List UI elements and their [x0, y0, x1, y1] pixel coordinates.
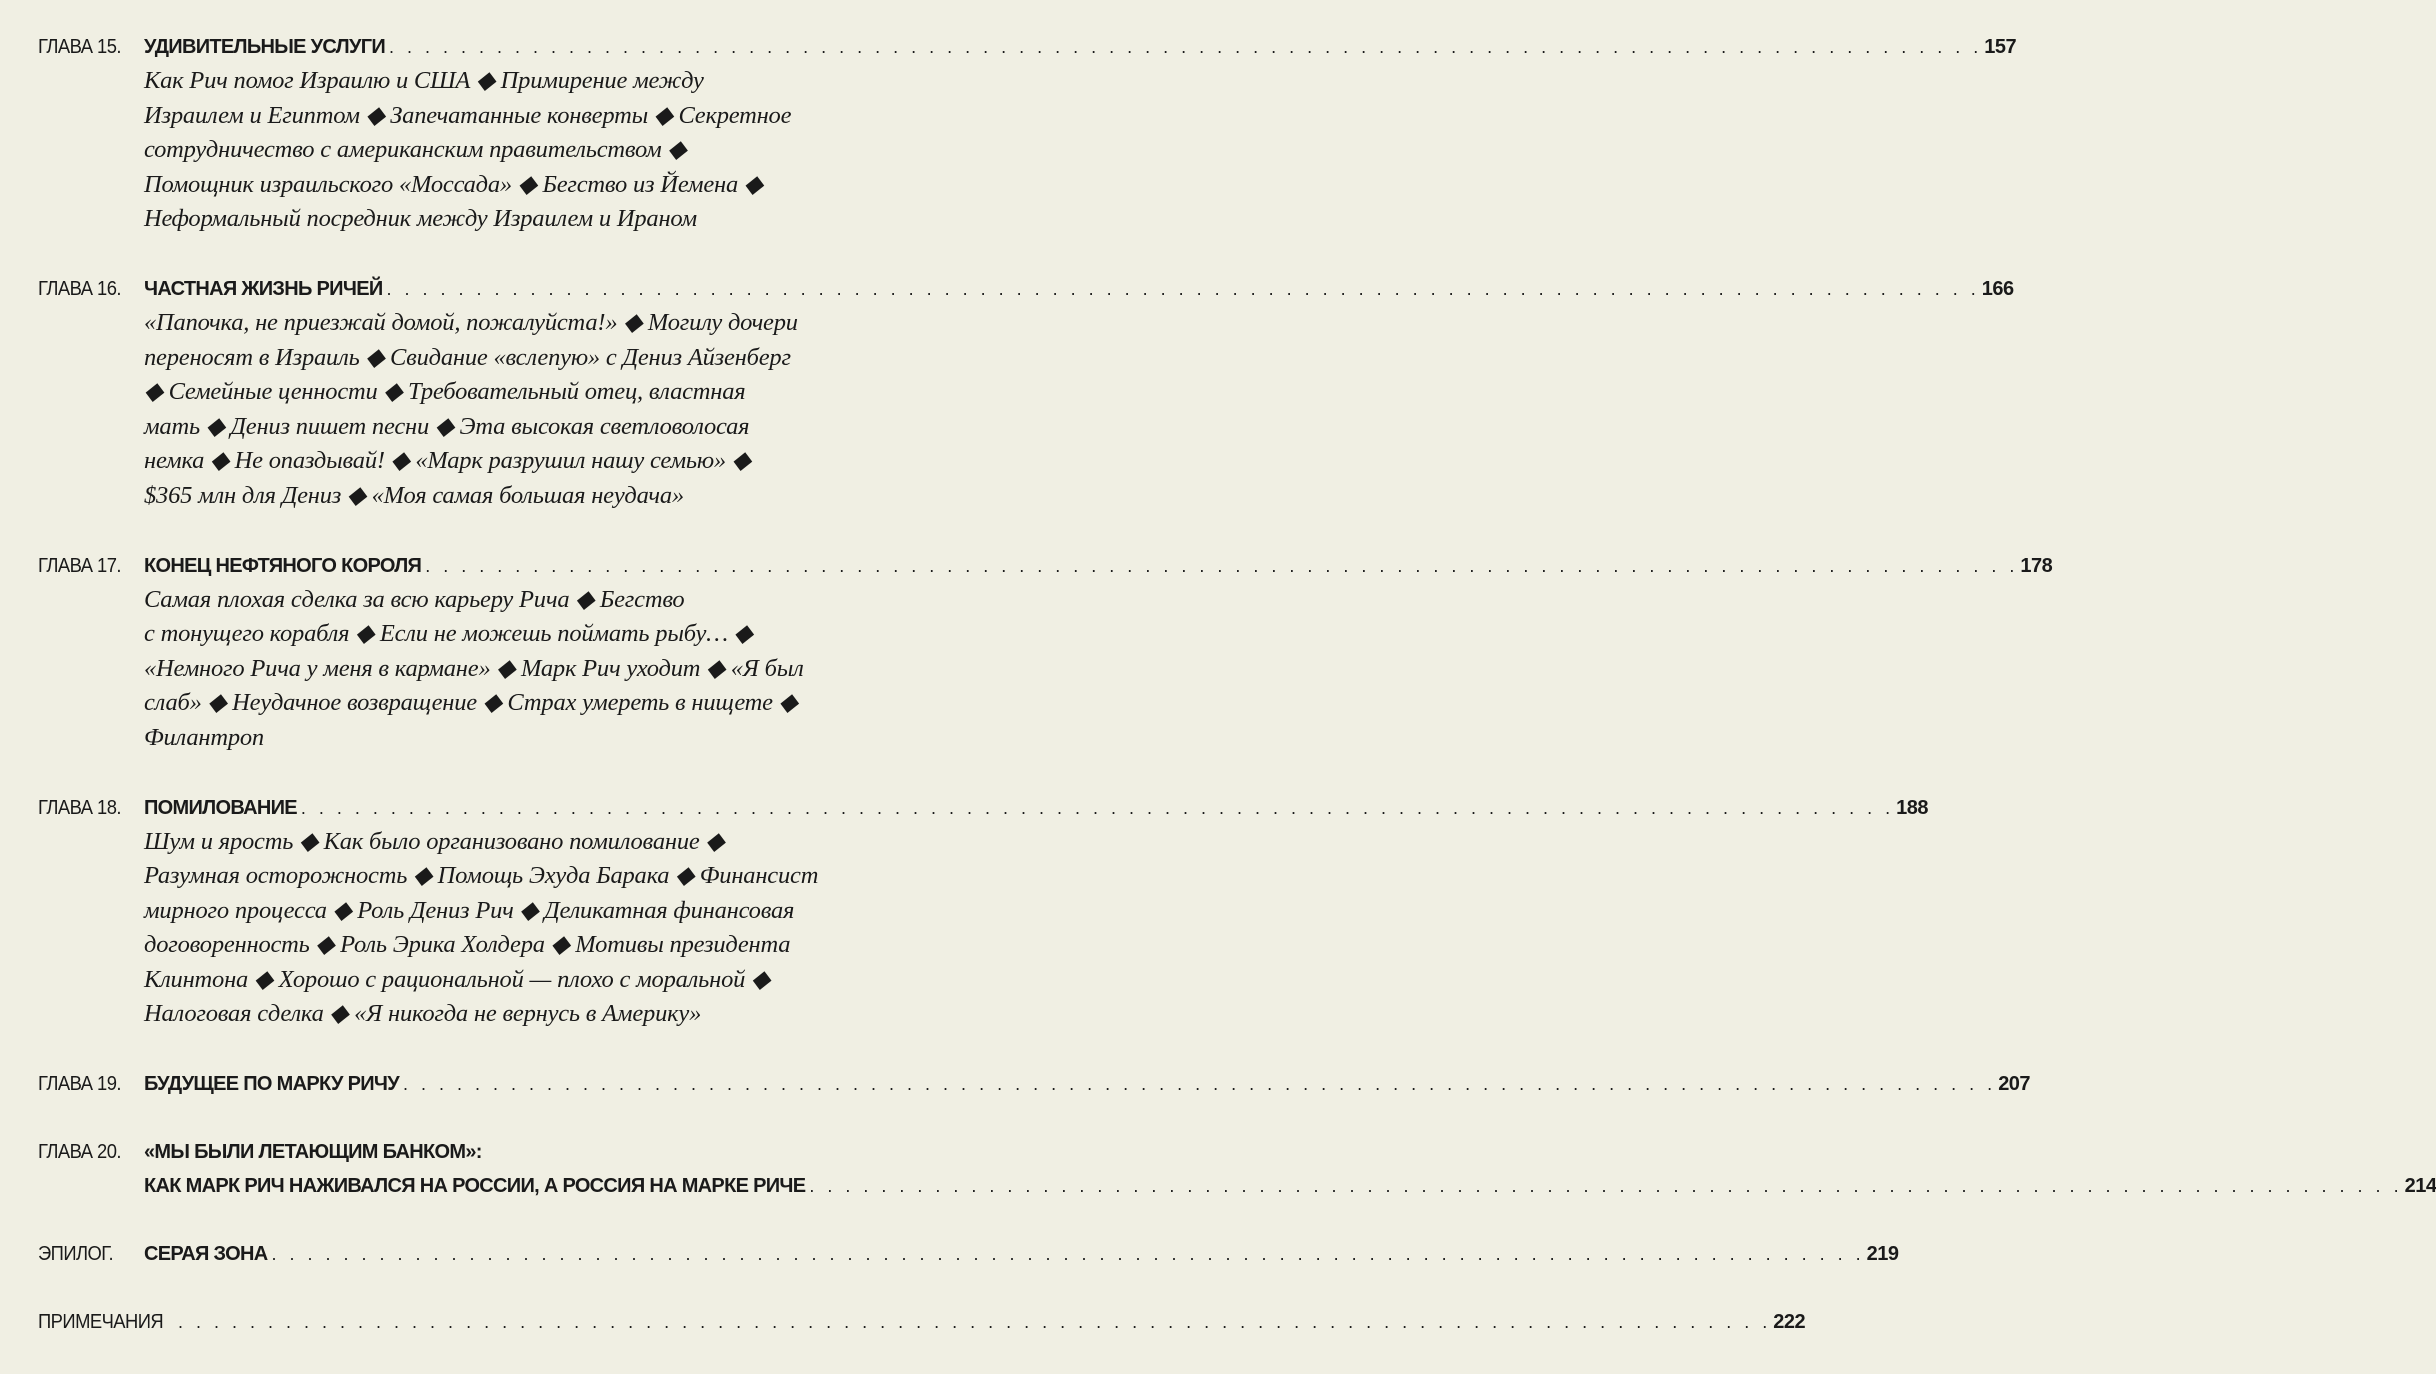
toc-heading-row: [38, 1135, 944, 1169]
topic-line: Филантроп: [144, 723, 264, 751]
topic-line: немка ◆ Не опаздывай! ◆ «Марк разрушил нашу семью» ◆: [144, 447, 751, 475]
topic-line: мать ◆ Дениз пишет песни ◆ Эта высокая светловолосая: [144, 412, 750, 440]
topic-line: мирного процесса ◆ Роль Дениз Рич ◆ Деликатная финансовая: [144, 896, 795, 924]
topic-line: сотрудничество с американским правительством ◆: [144, 136, 687, 164]
dot-leader: . . . . . . . . . . . . . . . . . . . . . . . . . . . . . . . . . . . . . . . . . . . . . . . . . . . . . . . . . . . . . . . . . . . . . . . . . . . . . . . . . . . . . . . . .: [300, 797, 1895, 818]
topic-line: слаб» ◆ Неудачное возвращение ◆ Страх умереть в нищете ◆: [144, 689, 798, 717]
toc-entry-chapter-18[interactable]: [38, 791, 1928, 1033]
topic-line: Налоговая сделка ◆ «Я никогда не вернусь в Америку»: [144, 1000, 702, 1028]
toc-entry-chapter-20[interactable]: [38, 1135, 2436, 1203]
table-of-contents: [38, 30, 2436, 1374]
dot-leader: . . . . . . . . . . . . . . . . . . . . . . . . . . . . . . . . . . . . . . . . . . . . . . . . . . . . . . . . . . . . . . . . . . . . . . . . . . . . . . . . . . . . . . . . .: [809, 1176, 2403, 1197]
page-number[interactable]: 157: [1984, 36, 2017, 58]
chapter-title[interactable]: БУДУЩЕЕ ПО МАРКУ РИЧУ: [144, 1073, 399, 1096]
topic-line: Самая плохая сделка за всю карьеру Рича ◆ Бегство: [144, 585, 685, 613]
chapter-label: ЭПИЛОГ.: [38, 1243, 114, 1266]
chapter-title[interactable]: УДИВИТЕЛЬНЫЕ УСЛУГИ: [144, 36, 386, 58]
chapter-topics: [144, 583, 944, 756]
dot-leader: . . . . . . . . . . . . . . . . . . . . . . . . . . . . . . . . . . . . . . . . . . . . . . . . . . . . . . . . . . . . . . . . . . . . . . . . . . . . . . . . . . . . . . . . .: [425, 555, 2019, 576]
dot-leader: . . . . . . . . . . . . . . . . . . . . . . . . . . . . . . . . . . . . . . . . . . . . . . . . . . . . . . . . . . . . . . . . . . . . . . . . . . . . . . . . . . . . . . . . .: [386, 278, 1980, 299]
chapter-topics: [144, 825, 944, 1033]
chapter-title[interactable]: «МЫ БЫЛИ ЛЕТАЮЩИМ БАНКОМ»:: [144, 1141, 482, 1164]
chapter-title[interactable]: СЕРАЯ ЗОНА: [144, 1243, 268, 1266]
page-number[interactable]: 178: [2020, 554, 2053, 577]
topic-line: Как Рич помог Израилю и США ◆ Примирение между: [144, 67, 704, 94]
page-number[interactable]: 219: [1866, 1243, 1899, 1266]
chapter-label: ГЛАВА 15.: [38, 36, 121, 58]
chapter-label: ГЛАВА 18.: [38, 796, 121, 819]
toc-heading-row: [38, 791, 1928, 825]
chapter-topics: [144, 64, 944, 237]
page-number[interactable]: 166: [1981, 277, 2014, 300]
topic-line: «Немного Рича у меня в кармане» ◆ Марк Рич уходит ◆ «Я был: [144, 654, 804, 682]
toc-heading-row: [38, 30, 2017, 64]
toc-heading-row: [38, 1067, 2031, 1101]
topic-line: Неформальный посредник между Израилем и Ираном: [144, 205, 697, 233]
chapter-label: ГЛАВА 17.: [38, 554, 121, 577]
topic-line: Шум и ярость ◆ Как было организовано помилование ◆: [144, 827, 725, 855]
toc-heading-row: [38, 1237, 1899, 1271]
topic-line: переносят в Израиль ◆ Свидание «вслепую» с Дениз Айзенберг: [144, 343, 791, 371]
page-number[interactable]: 222: [1773, 1311, 1806, 1334]
chapter-title[interactable]: ПОМИЛОВАНИЕ: [144, 796, 297, 819]
topic-line: ◆ Семейные ценности ◆ Требовательный отец, властная: [144, 378, 746, 406]
topic-line: $365 млн для Дениз ◆ «Моя самая большая неудача»: [144, 481, 684, 509]
toc-entry-notes[interactable]: [38, 1305, 1806, 1339]
toc-entry-chapter-17[interactable]: [38, 549, 2053, 756]
page-number[interactable]: 214: [2404, 1175, 2436, 1198]
topic-line: Разумная осторожность ◆ Помощь Эхуда Барака ◆ Финансист: [144, 862, 819, 890]
toc-entry-chapter-16[interactable]: [38, 272, 2014, 514]
chapter-title[interactable]: ЧАСТНАЯ ЖИЗНЬ РИЧЕЙ: [144, 277, 383, 300]
chapter-topics: [144, 306, 944, 514]
dot-leader: . . . . . . . . . . . . . . . . . . . . . . . . . . . . . . . . . . . . . . . . . . . . . . . . . . . . . . . . . . . . . . . . . . . . . . . . . . . . . . . . . . . . . . . . .: [178, 1312, 1772, 1333]
dot-leader: . . . . . . . . . . . . . . . . . . . . . . . . . . . . . . . . . . . . . . . . . . . . . . . . . . . . . . . . . . . . . . . . . . . . . . . . . . . . . . . . . . . . . . . . .: [403, 1074, 1997, 1095]
page-number[interactable]: 188: [1896, 796, 1928, 819]
dot-leader: . . . . . . . . . . . . . . . . . . . . . . . . . . . . . . . . . . . . . . . . . . . . . . . . . . . . . . . . . . . . . . . . . . . . . . . . . . . . . . . . . . . . . . . . .: [271, 1244, 1865, 1265]
topic-line: Израилем и Египтом ◆ Запечатанные конверты ◆ Секретное: [144, 101, 792, 129]
toc-heading-row: [38, 272, 2014, 306]
chapter-title-continued[interactable]: КАК МАРК РИЧ НАЖИВАЛСЯ НА РОССИИ, А РОССИЯ НА МАРКЕ РИЧЕ: [144, 1175, 806, 1198]
topic-line: «Папочка, не приезжай домой, пожалуйста!» ◆ Могилу дочери: [144, 308, 798, 336]
toc-heading-row: [38, 1305, 1806, 1339]
chapter-label: ГЛАВА 20.: [38, 1141, 121, 1164]
toc-entry-chapter-19[interactable]: [38, 1067, 2031, 1101]
topic-line: договоренность ◆ Роль Эрика Холдера ◆ Мотивы президента: [144, 931, 791, 959]
topic-line: с тонущего корабля ◆ Если не можешь поймать рыбу… ◆: [144, 620, 753, 648]
topic-line: Клинтона ◆ Хорошо с рациональной — плохо с моральной ◆: [144, 965, 770, 993]
chapter-title[interactable]: КОНЕЦ НЕФТЯНОГО КОРОЛЯ: [144, 554, 422, 577]
toc-heading-row: [38, 549, 2053, 583]
chapter-label: ГЛАВА 16.: [38, 277, 121, 300]
toc-entry-chapter-15[interactable]: [38, 30, 2017, 237]
page-number[interactable]: 207: [1998, 1073, 2031, 1096]
dot-leader: . . . . . . . . . . . . . . . . . . . . . . . . . . . . . . . . . . . . . . . . . . . . . . . . . . . . . . . . . . . . . . . . . . . . . . . . . . . . . . . . . . . . . . . . .: [389, 37, 1983, 57]
topic-line: Помощник израильского «Моссада» ◆ Бегство из Йемена ◆: [144, 170, 763, 198]
chapter-label: ГЛАВА 19.: [38, 1073, 121, 1096]
notes-label[interactable]: ПРИМЕЧАНИЯ: [38, 1311, 164, 1334]
toc-heading-row-continued: [144, 1169, 2436, 1203]
toc-entry-epilogue[interactable]: [38, 1237, 1899, 1271]
